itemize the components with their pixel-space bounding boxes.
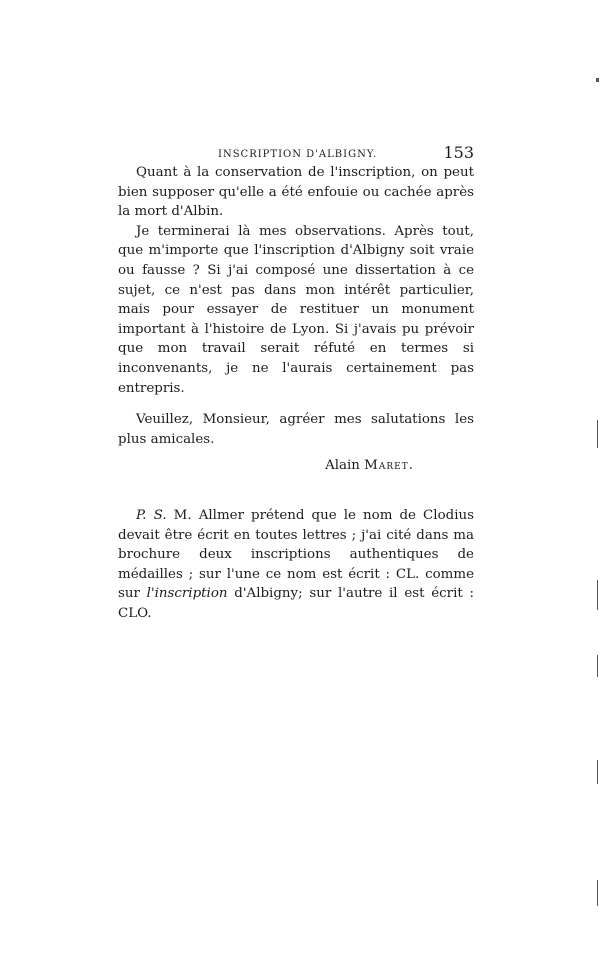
postscript-italic: l'inscription xyxy=(146,586,228,602)
page-number: 153 xyxy=(443,143,474,162)
postscript-text-1: M. Allmer prétend que le nom de Clodius devait être écrit en toutes lettres ; j'ai cité dans ma brochure deux inscriptions authentiques de médailles ; sur l'une ce nom est écrit : CL. comme sur xyxy=(118,507,474,602)
postscript-text-2: d'Albigny; sur l'autre il est écrit : CLO. xyxy=(118,586,475,621)
paragraph-conservation: Quant à la conservation de l'inscription, on peut bien supposer qu'elle a été enfouie ou cachée après la mort d'Albin. xyxy=(118,165,474,220)
right-edge-mark xyxy=(597,655,598,677)
signature xyxy=(118,456,474,476)
right-edge-mark xyxy=(596,78,599,82)
signature-first-name: Alain xyxy=(325,458,360,474)
signature-last-name: Maret. xyxy=(364,458,414,474)
right-edge-mark xyxy=(597,880,598,906)
paragraph-observations: Je terminerai là mes observations. Après tout, que m'importe que l'inscription d'Albigny soit vraie ou fausse ? Si j'ai composé une dissertation à ce sujet, ce n'est pas dans mon intérêt particulier, mais pour essayer de restituer un monument important à l'histoire de Lyon. Si j'avais pu prévoir que mon travail serait réfuté en termes si inconvenants, je ne l'aurais certainement pas entrepris. xyxy=(118,223,474,396)
closing-salutation: Veuillez, Monsieur, agréer mes salutations les plus amicales. xyxy=(118,412,474,447)
page-header xyxy=(118,141,474,163)
running-title: INSCRIPTION D'ALBIGNY. xyxy=(218,149,378,160)
body-text xyxy=(118,163,474,623)
right-edge-mark xyxy=(597,580,598,610)
postscript-label: P. S. xyxy=(136,507,167,523)
right-edge-mark xyxy=(597,420,598,448)
postscript xyxy=(118,506,474,624)
right-edge-mark xyxy=(597,760,598,784)
